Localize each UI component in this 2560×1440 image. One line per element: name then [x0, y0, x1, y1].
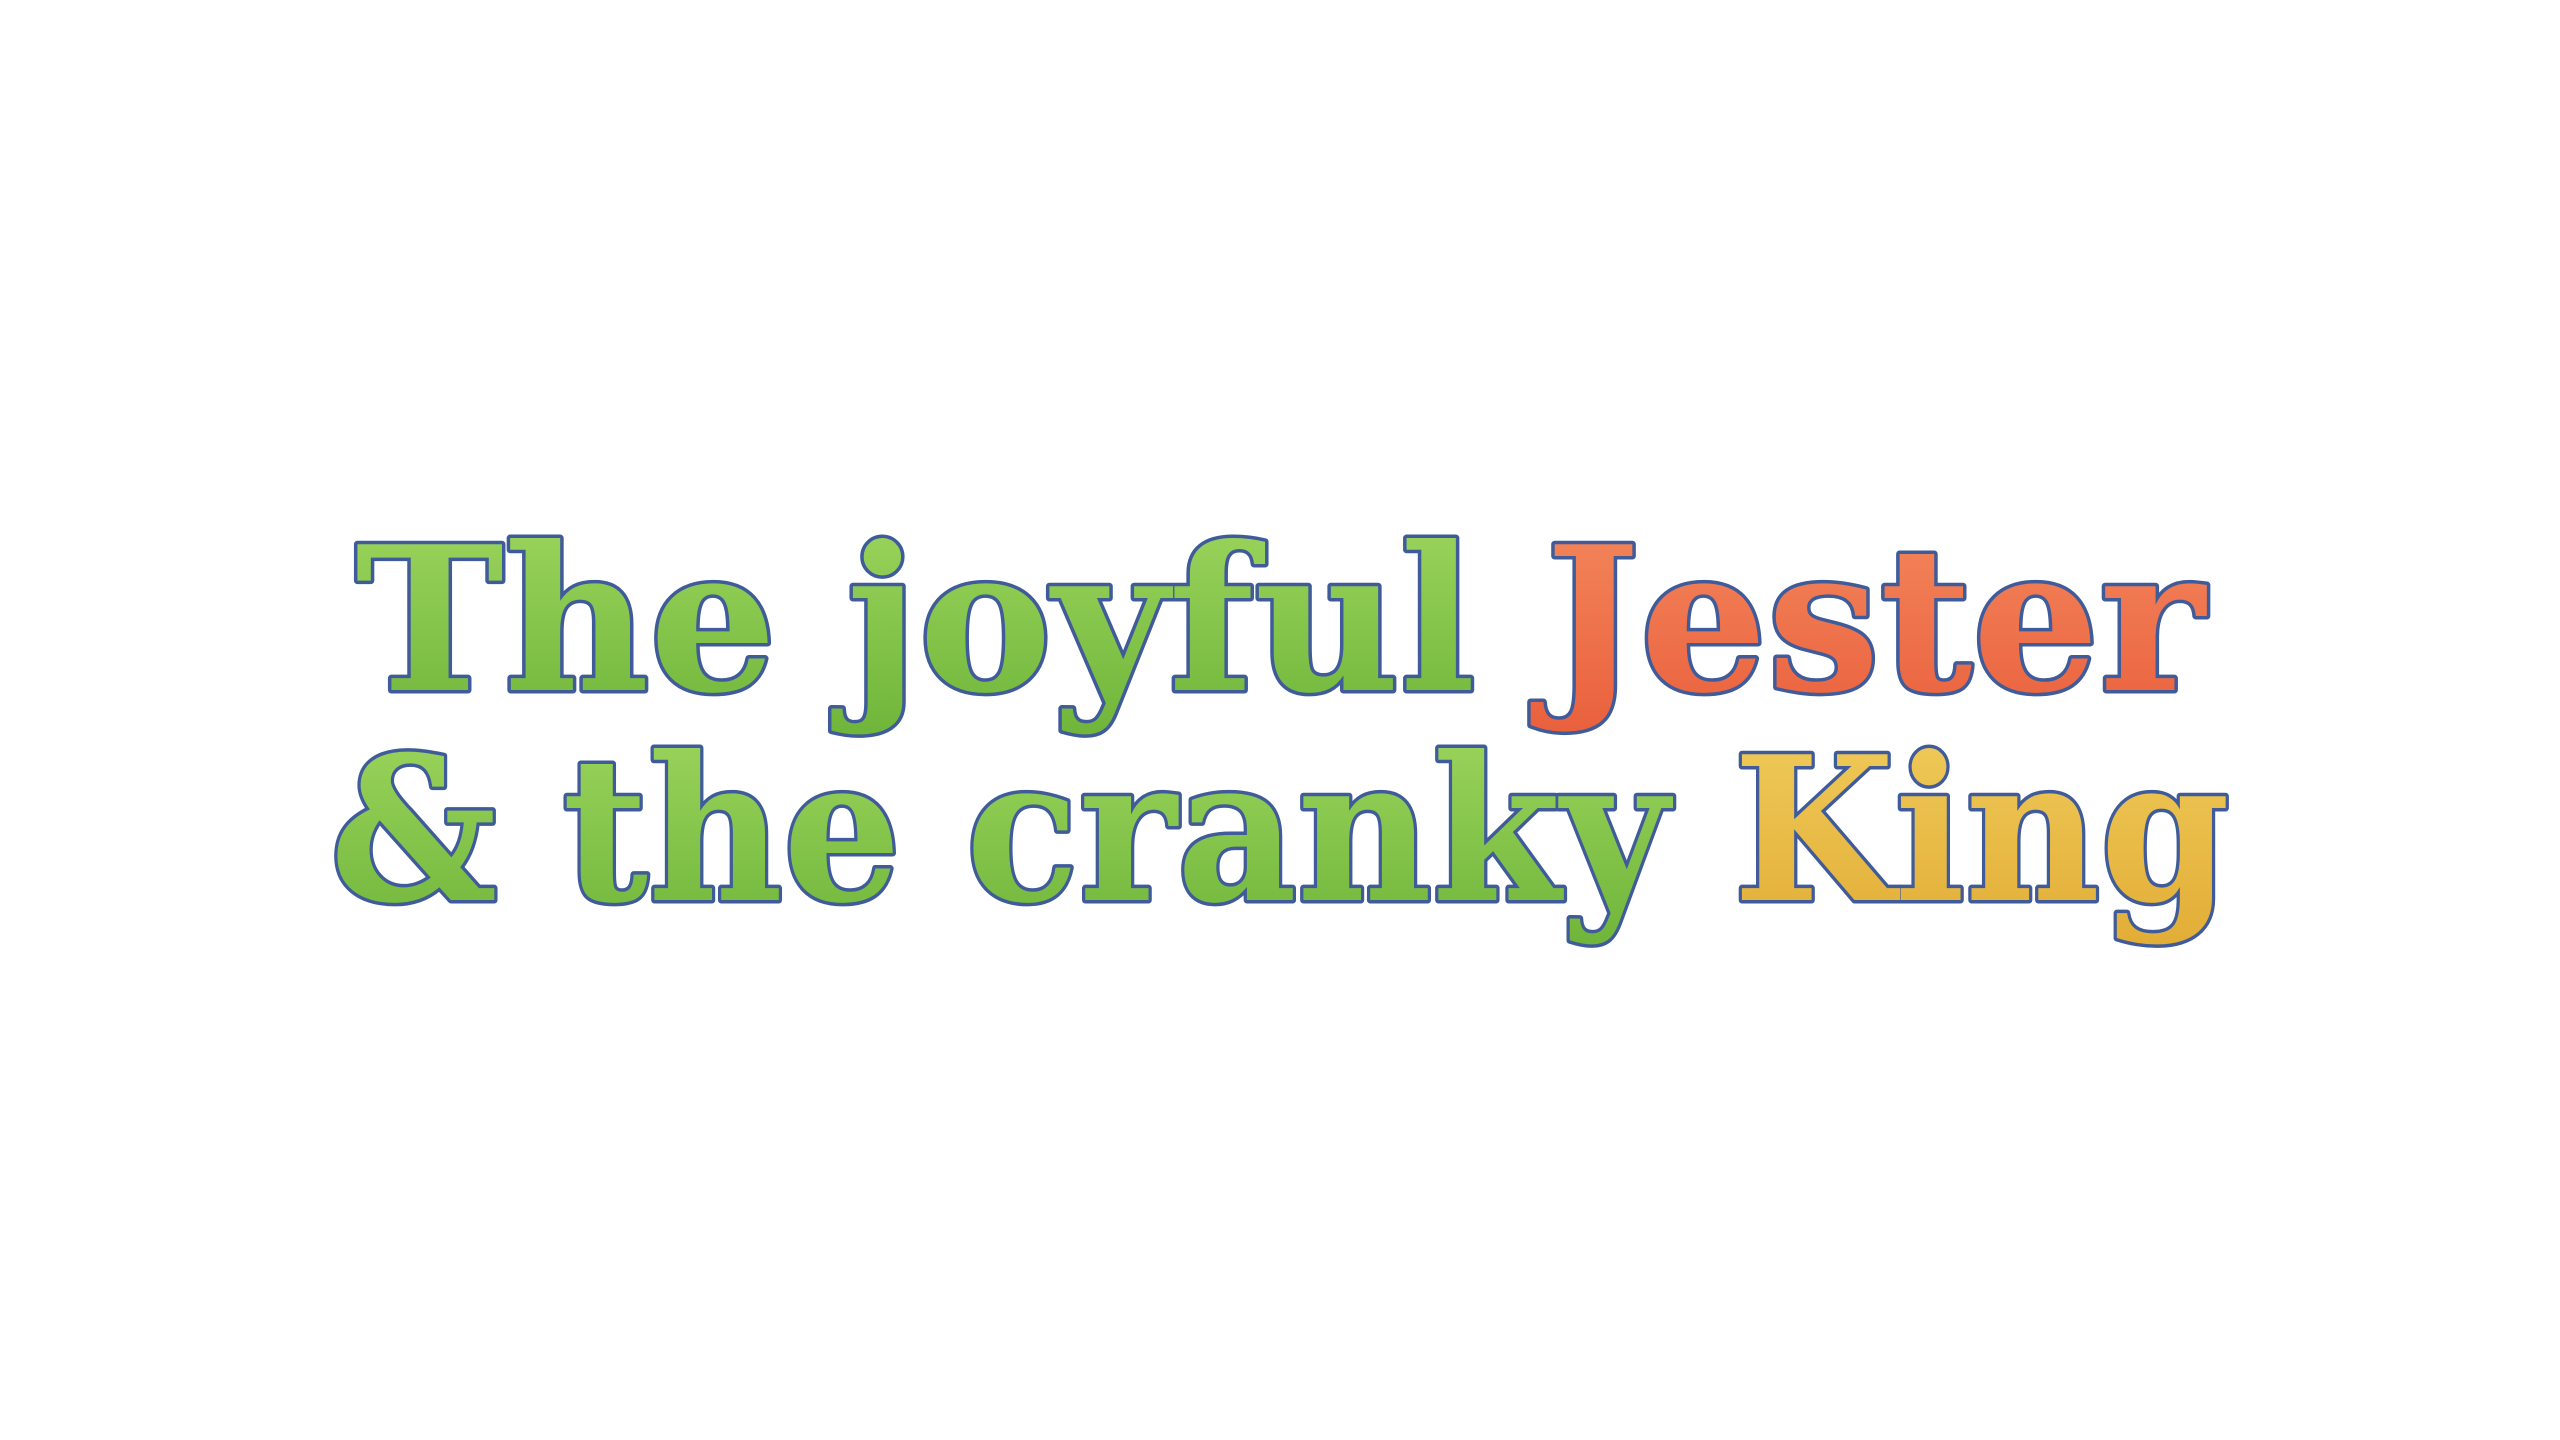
title-line-1: [355, 503, 2207, 738]
title-line-2: [330, 713, 2269, 948]
title-line-2-text: [330, 713, 2269, 948]
title-line-1-text: [355, 503, 2207, 738]
title-line-1-green-words: The joyful: [355, 503, 1546, 738]
title-word-king: King: [1733, 713, 2269, 948]
title-line-2-green-words: & the cranky: [330, 713, 1842, 948]
title-word-jester: Jester: [1545, 503, 2205, 738]
